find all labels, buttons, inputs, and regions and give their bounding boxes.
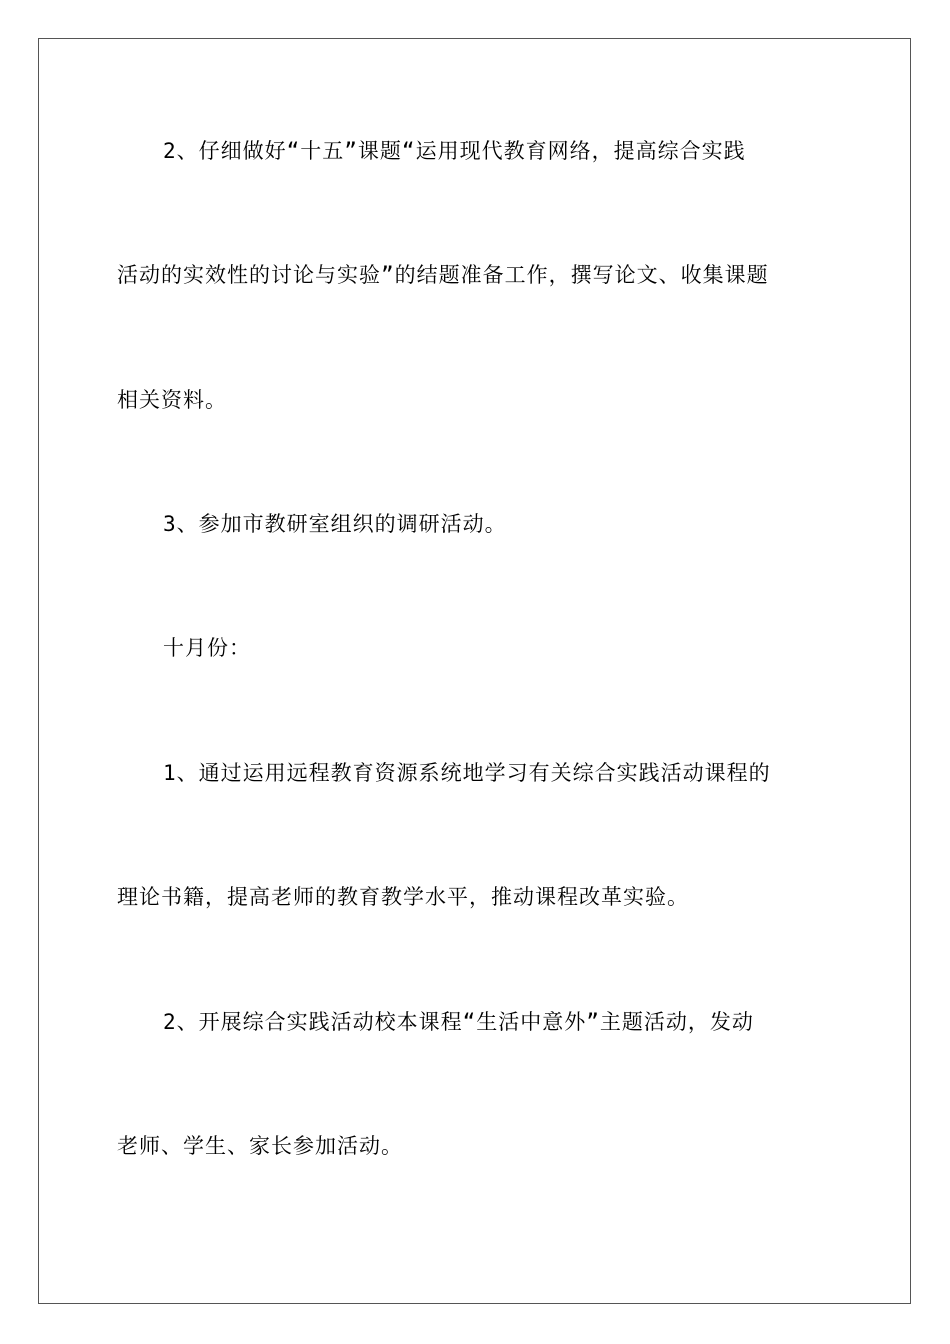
paragraph-line: 3、参加市教研室组织的调研活动。 [163,512,507,536]
paragraph-line: 2、仔细做好“十五”课题“运用现代教育网络，提高综合实践 [163,139,746,163]
paragraph-line: 1、通过运用远程教育资源系统地学习有关综合实践活动课程的 [163,761,771,785]
page-border [38,38,911,1304]
paragraph-line: 2、开展综合实践活动校本课程“生活中意外”主题活动，发动 [163,1010,754,1034]
section-heading: 十月份： [163,636,251,660]
paragraph-line: 老师、学生、家长参加活动。 [117,1134,403,1158]
paragraph-line: 理论书籍，提高老师的教育教学水平，推动课程改革实验。 [117,885,689,909]
paragraph-line: 活动的实效性的讨论与实验”的结题准备工作，撰写论文、收集课题 [117,263,769,287]
paragraph-line: 相关资料。 [117,388,227,412]
